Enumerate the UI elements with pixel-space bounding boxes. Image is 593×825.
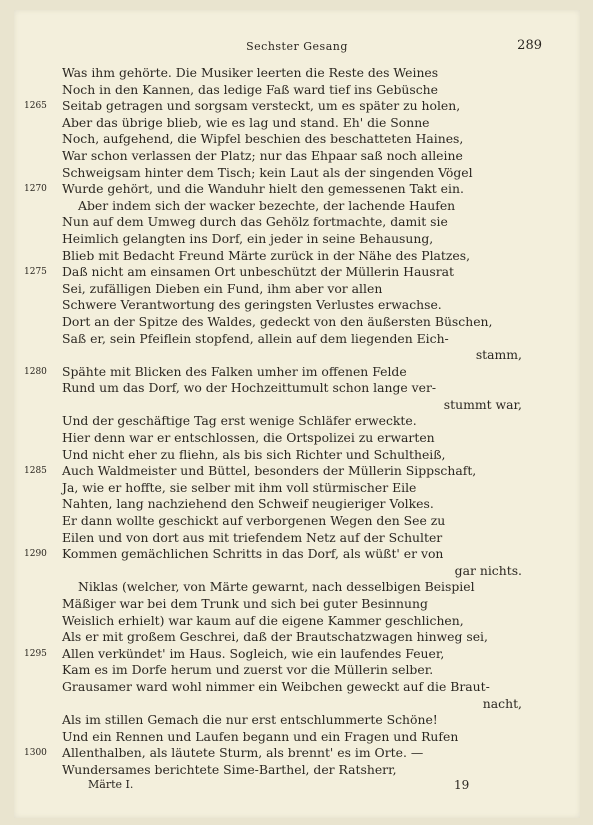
verse-line: [24, 397, 544, 414]
verse-line: [24, 115, 544, 132]
line-text: Saß er, sein Pfeiflein stopfend, allein auf dem liegenden Eich-: [62, 330, 449, 346]
verse-line: [24, 65, 544, 82]
line-text: Und ein Rennen und Laufen begann und ein Fragen und Rufen: [62, 728, 459, 744]
verse-line: [24, 364, 544, 381]
verse-line: [24, 380, 544, 397]
line-text: Nun auf dem Umweg durch das Gehölz fortmachte, damit sie: [62, 214, 448, 230]
line-text: Ja, wie er hoffte, sie selber mit ihm voll stürmischer Eile: [62, 479, 417, 495]
line-text: Noch, aufgehend, die Wipfel beschien des beschatteten Haines,: [62, 131, 464, 147]
line-text: Aber das übrige blieb, wie es lag und stand. Eh' die Sonne: [62, 114, 430, 130]
line-number: 1280: [24, 366, 47, 377]
line-text: Wundersames berichtete Sime-Barthel, der Ratsherr,: [62, 761, 397, 777]
verse-line: [24, 413, 544, 430]
line-text: Er dann wollte geschickt auf verborgenen Wegen den See zu: [62, 513, 446, 529]
verse-line: [24, 447, 544, 464]
verse-line: [24, 264, 544, 281]
verse-line: [24, 198, 544, 215]
page-header: [14, 38, 580, 56]
verse-line: [24, 596, 544, 613]
line-text: Weislich erhielt) war kaum auf die eigene Kammer geschlichen,: [62, 612, 464, 628]
verse-line: [24, 579, 544, 596]
signature-mark: Märte I.: [88, 778, 134, 791]
line-text: Spähte mit Blicken des Falken umher im offenen Felde: [62, 363, 407, 379]
line-text: Mäßiger war bei dem Trunk und sich bei guter Besinnung: [62, 596, 428, 611]
line-text: Auch Waldmeister und Büttel, besonders der Müllerin Sippschaft,: [62, 463, 477, 479]
line-text: Dort an der Spitze des Waldes, gedeckt von den äußersten Büschen,: [62, 313, 493, 329]
verse-line: [24, 530, 544, 547]
book-page: [14, 10, 580, 818]
line-text: Als er mit großem Geschrei, daß der Brautschatzwagen hinweg sei,: [62, 629, 488, 645]
line-text: Schweigsam hinter dem Tisch; kein Laut als der singenden Vögel: [62, 164, 473, 180]
line-text: Noch in den Kannen, das ledige Faß ward tief ins Gebüsche: [62, 81, 438, 97]
verse-line: [24, 331, 544, 348]
verse-line: [24, 181, 544, 198]
verse-line: [24, 98, 544, 115]
verse-line: [24, 679, 544, 696]
line-text: Nahten, lang nachziehend den Schweif neugieriger Volkes.: [62, 496, 434, 512]
verse-line: [24, 231, 544, 248]
line-number: 1265: [24, 101, 47, 112]
verse-line: [24, 297, 544, 314]
page-footer: [14, 778, 580, 794]
line-text: Sei, zufälligen Dieben ein Fund, ihm aber vor allen: [62, 280, 383, 296]
verse-line: [24, 696, 544, 713]
page-number: 289: [517, 38, 542, 53]
verse-line: [24, 629, 544, 646]
line-number: 1275: [24, 267, 47, 278]
verse-line: [24, 347, 544, 364]
line-text: Rund um das Dorf, wo der Hochzeittumult schon lange ver-: [62, 380, 437, 396]
verse-line: [24, 131, 544, 148]
verse-line: [24, 729, 544, 746]
line-text: gar nichts.: [454, 562, 522, 578]
line-text: Niklas (welcher, von Märte gewarnt, nach desselbigen Beispiel: [78, 579, 475, 595]
verse-line: [24, 662, 544, 679]
line-text: War schon verlassen der Platz; nur das Ehpaar saß noch alleine: [62, 147, 463, 163]
line-text: Was ihm gehörte. Die Musiker leerten die Reste des Weines: [62, 65, 439, 80]
verse-line: [24, 513, 544, 530]
verse-line: [24, 712, 544, 729]
line-text: Heimlich gelangten ins Dorf, ein jeder in seine Behausung,: [62, 230, 434, 246]
line-text: Aber indem sich der wacker bezechte, der lachende Haufen: [78, 197, 456, 213]
verse-line: [24, 214, 544, 231]
verse-line: [24, 613, 544, 630]
line-text: Und der geschäftige Tag erst wenige Schläfer erweckte.: [62, 413, 417, 429]
running-head: Sechster Gesang: [246, 40, 348, 53]
line-text: Eilen und von dort aus mit triefendem Netz auf der Schulter: [62, 529, 443, 545]
line-text: Allen verkündet' im Haus. Sogleich, wie ein laufendes Feuer,: [62, 645, 445, 661]
line-text: Als im stillen Gemach die nur erst entschlummerte Schöne!: [62, 712, 438, 728]
verse-line: [24, 148, 544, 165]
line-text: Grausamer ward wohl nimmer ein Weibchen geweckt auf die Braut-: [62, 678, 490, 694]
verse-line: [24, 762, 544, 779]
line-number: 1300: [24, 748, 47, 759]
verse-line: [24, 165, 544, 182]
verse-text: [24, 65, 544, 779]
line-text: Hier denn war er entschlossen, die Ortspolizei zu erwarten: [62, 430, 435, 446]
verse-line: [24, 314, 544, 331]
line-text: Kam es im Dorfe herum und zuerst vor die Müllerin selber.: [62, 662, 434, 678]
line-text: Kommen gemächlichen Schritts in das Dorf, als wüßt' er von: [62, 546, 444, 562]
line-text: stamm,: [475, 347, 522, 363]
line-number: 1270: [24, 184, 47, 195]
sheet-number: 19: [454, 778, 470, 792]
line-number: 1290: [24, 549, 47, 560]
verse-line: [24, 248, 544, 265]
verse-line: [24, 430, 544, 447]
verse-line: [24, 480, 544, 497]
line-text: Seitab getragen und sorgsam versteckt, um es später zu holen,: [62, 98, 461, 114]
line-text: stummt war,: [443, 396, 522, 412]
line-text: Und nicht eher zu fliehn, als bis sich Richter und Schultheiß,: [62, 446, 446, 462]
verse-line: [24, 646, 544, 663]
line-text: Wurde gehört, und die Wanduhr hielt den gemessenen Takt ein.: [62, 181, 464, 197]
line-text: nacht,: [482, 695, 522, 711]
line-number: 1285: [24, 466, 47, 477]
verse-line: [24, 546, 544, 563]
line-text: Allenthalben, als läutete Sturm, als brennt' es im Orte. —: [62, 745, 424, 761]
verse-line: [24, 463, 544, 480]
verse-line: [24, 82, 544, 99]
line-number: 1295: [24, 648, 47, 659]
line-text: Blieb mit Bedacht Freund Märte zurück in der Nähe des Platzes,: [62, 247, 471, 263]
line-text: Schwere Verantwortung des geringsten Verlustes erwachse.: [62, 297, 442, 313]
verse-line: [24, 281, 544, 298]
verse-line: [24, 496, 544, 513]
verse-line: [24, 563, 544, 580]
line-text: Daß nicht am einsamen Ort unbeschützt der Müllerin Hausrat: [62, 264, 454, 280]
verse-line: [24, 745, 544, 762]
